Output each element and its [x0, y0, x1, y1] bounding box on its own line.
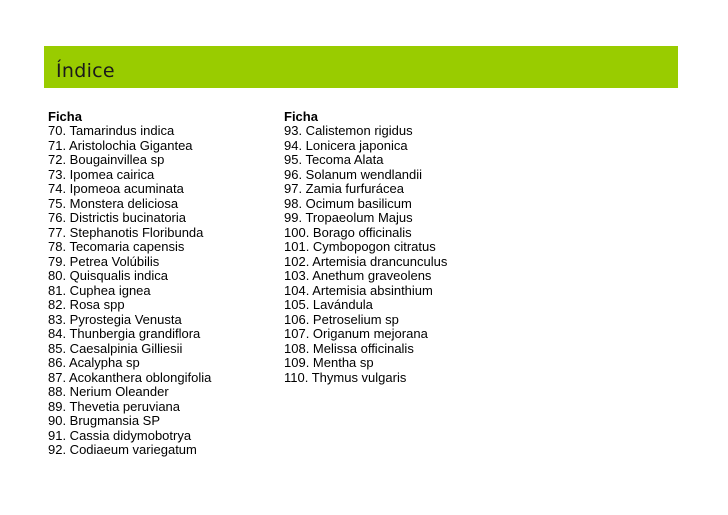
- index-entry: 89. Thevetia peruviana: [48, 398, 181, 414]
- index-entry: 107. Origanum mejorana: [284, 326, 428, 341]
- index-entry: 88. Nerium Oleander: [48, 384, 169, 399]
- index-entry: 95. Tecoma Alata: [284, 152, 384, 167]
- index-entry: 94. Lonicera japonica: [284, 137, 408, 153]
- index-entry: 100. Borago officinalis: [284, 224, 412, 240]
- index-entry: 93. Calistemon rigidus: [284, 123, 413, 138]
- index-entry: 101. Cymbopogon citratus: [284, 239, 436, 254]
- index-entry: 103. Anethum graveolens: [284, 268, 432, 283]
- index-entry: 75. Monstera deliciosa: [48, 195, 179, 211]
- column-header: Ficha: [284, 109, 318, 124]
- index-entry: 106. Petroselium sp: [284, 311, 399, 327]
- index-entry: 87. Acokanthera oblongifolia: [48, 369, 212, 385]
- index-entry: 108. Melissa officinalis: [284, 340, 414, 356]
- index-entry: 84. Thunbergia grandiflora: [48, 326, 201, 341]
- index-entry: 70. Tamarindus indica: [48, 123, 175, 138]
- index-list: [48, 124, 211, 458]
- index-entry: 104. Artemisia absinthium: [284, 282, 433, 298]
- index-entry: 78. Tecomaria capensis: [48, 239, 185, 254]
- index-entry: 91. Cassia didymobotrya: [48, 427, 192, 443]
- index-entry: 86. Acalypha sp: [48, 355, 140, 370]
- index-entry: 110. Thymus vulgaris: [284, 369, 407, 385]
- index-entry: 72. Bougainvillea sp: [48, 152, 165, 167]
- index-entry: 98. Ocimum basilicum: [284, 195, 412, 211]
- index-list: [284, 124, 447, 385]
- index-column-left: [48, 109, 211, 458]
- index-entry: 105. Lavándula: [284, 297, 373, 312]
- index-entry: 85. Caesalpinia Gilliesii: [48, 340, 183, 356]
- column-header: Ficha: [48, 109, 82, 124]
- index-entry: 79. Petrea Volúbilis: [48, 253, 160, 269]
- index-entry: 76. Districtis bucinatoria: [48, 210, 186, 225]
- index-entry: 71. Aristolochia Gigantea: [48, 137, 193, 153]
- index-entry: 73. Ipomea cairica: [48, 166, 155, 182]
- index-entry: 77. Stephanotis Floribunda: [48, 224, 204, 240]
- index-entry: 80. Quisqualis indica: [48, 268, 168, 283]
- index-entry: 83. Pyrostegia Venusta: [48, 311, 182, 327]
- index-entry: 96. Solanum wendlandii: [284, 166, 423, 182]
- index-entry: 109. Mentha sp: [284, 355, 374, 370]
- index-entry: 81. Cuphea ignea: [48, 282, 151, 298]
- index-entry: 97. Zamia furfurácea: [284, 181, 404, 196]
- index-entry: 99. Tropaeolum Majus: [284, 210, 413, 225]
- page-title: Índice: [56, 60, 115, 82]
- index-entry: 92. Codiaeum variegatum: [48, 442, 197, 457]
- index-column-right: [284, 109, 447, 385]
- index-entry: 102. Artemisia drancunculus: [284, 253, 448, 269]
- index-entry: 90. Brugmansia SP: [48, 413, 161, 428]
- index-entry: 82. Rosa spp: [48, 297, 125, 312]
- index-entry: 74. Ipomeoa acuminata: [48, 181, 184, 196]
- title-banner: [44, 46, 678, 88]
